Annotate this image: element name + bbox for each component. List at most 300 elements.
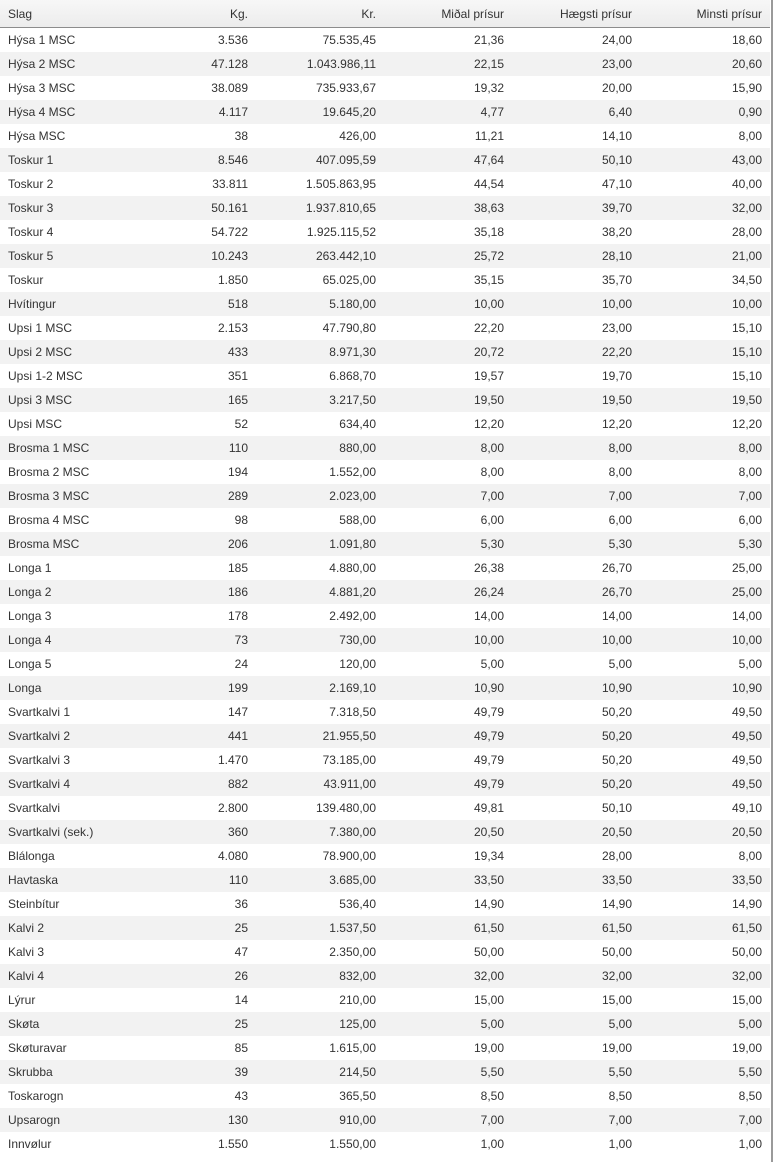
- cell-lowest-price: 7,00: [640, 1108, 770, 1132]
- cell-lowest-price: 10,00: [640, 628, 770, 652]
- cell-kg: 178: [227, 609, 248, 623]
- cell-kg: 50.161: [120, 196, 256, 220]
- table-row: [0, 604, 770, 628]
- cell-average-price: 10,00: [384, 292, 512, 316]
- cell-lowest-price: 8,00: [640, 436, 770, 460]
- cell-lowest-price: 33,50: [640, 868, 770, 892]
- table-row: [0, 676, 770, 700]
- table-row: [0, 724, 770, 748]
- cell-lowest-price: 50,00: [731, 945, 762, 959]
- cell-kr: 426,00: [339, 129, 376, 143]
- cell-highest-price: 20,00: [601, 81, 632, 95]
- cell-kg: 130: [120, 1108, 256, 1132]
- cell-kr: 263.442,10: [256, 244, 384, 268]
- cell-average-price: 8,50: [480, 1089, 504, 1103]
- cell-lowest-price: 25,00: [640, 580, 770, 604]
- table-row: [0, 1060, 770, 1084]
- cell-lowest-price: 6,00: [738, 513, 762, 527]
- cell-lowest-price: 49,10: [731, 801, 762, 815]
- cell-highest-price: 7,00: [512, 484, 640, 508]
- cell-slag: Havtaska: [0, 868, 120, 892]
- cell-slag: Hýsa 2 MSC: [0, 52, 120, 76]
- cell-lowest-price: 28,00: [731, 225, 762, 239]
- cell-average-price: 35,15: [473, 273, 504, 287]
- cell-slag: Brosma 1 MSC: [0, 436, 120, 460]
- cell-kg: 47: [234, 945, 248, 959]
- table-row: [0, 1108, 770, 1132]
- cell-highest-price: 50,00: [601, 945, 632, 959]
- table-row: [0, 460, 770, 484]
- cell-average-price: 61,50: [384, 916, 512, 940]
- cell-kg: 199: [120, 676, 256, 700]
- cell-slag: Hýsa 4 MSC: [0, 100, 120, 124]
- cell-kg: 52: [234, 417, 248, 431]
- cell-average-price: 5,50: [384, 1060, 512, 1084]
- cell-lowest-price: 8,00: [738, 849, 762, 863]
- cell-average-price: 8,00: [384, 436, 512, 460]
- cell-lowest-price: 12,20: [731, 417, 762, 431]
- table-row: [0, 1132, 770, 1156]
- cell-kr: 1.925.115,52: [306, 225, 376, 239]
- table-row: [0, 580, 770, 604]
- cell-kr: 78.900,00: [322, 849, 376, 863]
- cell-lowest-price: 21,00: [640, 244, 770, 268]
- cell-slag: Skøturavar: [8, 1041, 67, 1055]
- cell-kr: 536,40: [339, 897, 376, 911]
- table-row: [0, 964, 770, 988]
- cell-slag: Upsi 1-2 MSC: [8, 369, 83, 383]
- cell-kr: 1.937.810,65: [256, 196, 384, 220]
- table-row: [0, 1012, 770, 1036]
- table-row: [0, 484, 770, 508]
- cell-average-price: 4,77: [384, 100, 512, 124]
- cell-highest-price: 50,20: [601, 705, 632, 719]
- cell-kg: 54.722: [211, 225, 248, 239]
- table-row: [0, 820, 770, 844]
- cell-highest-price: 8,50: [608, 1089, 632, 1103]
- table-body: [0, 28, 770, 1157]
- cell-kr: 210,00: [339, 993, 376, 1007]
- cell-kr: 139.480,00: [315, 801, 376, 815]
- cell-average-price: 19,32: [473, 81, 504, 95]
- cell-kg: 110: [120, 436, 256, 460]
- cell-slag: Brosma 2 MSC: [8, 465, 90, 479]
- table-row: [0, 508, 770, 532]
- cell-slag: Kalvi 2: [0, 916, 120, 940]
- cell-kr: 1.615,00: [329, 1041, 376, 1055]
- cell-average-price: 49,79: [384, 772, 512, 796]
- cell-average-price: 1,00: [480, 1137, 504, 1151]
- cell-average-price: 49,79: [473, 705, 504, 719]
- cell-kg: 360: [120, 820, 256, 844]
- table-row: [0, 700, 770, 724]
- cell-highest-price: 5,30: [512, 532, 640, 556]
- table-row: [0, 916, 770, 940]
- cell-highest-price: 20,50: [512, 820, 640, 844]
- cell-highest-price: 32,00: [512, 964, 640, 988]
- cell-kg: 165: [120, 388, 256, 412]
- cell-kg: 194: [227, 465, 248, 479]
- cell-highest-price: 14,00: [601, 609, 632, 623]
- right-border-divider: [771, 0, 773, 1162]
- cell-slag: Toskarogn: [8, 1089, 64, 1103]
- cell-highest-price: 14,90: [601, 897, 632, 911]
- cell-highest-price: 38,20: [601, 225, 632, 239]
- cell-highest-price: 8,00: [608, 465, 632, 479]
- cell-lowest-price: 10,00: [640, 292, 770, 316]
- cell-lowest-price: 10,90: [640, 676, 770, 700]
- table-header: [0, 0, 770, 28]
- cell-kr: 735.933,67: [315, 81, 376, 95]
- cell-highest-price: 1,00: [608, 1137, 632, 1151]
- cell-highest-price: 33,50: [512, 868, 640, 892]
- cell-lowest-price: 61,50: [640, 916, 770, 940]
- cell-highest-price: 10,00: [512, 292, 640, 316]
- table-row: [0, 388, 770, 412]
- cell-kg: 433: [120, 340, 256, 364]
- cell-slag: Toskur 2: [8, 177, 54, 191]
- cell-highest-price: 6,00: [608, 513, 632, 527]
- cell-kg: 25: [120, 1012, 256, 1036]
- cell-lowest-price: 49,50: [640, 724, 770, 748]
- cell-slag: Svartkalvi 2: [0, 724, 120, 748]
- cell-average-price: 19,00: [473, 1041, 504, 1055]
- cell-highest-price: 50,20: [512, 724, 640, 748]
- cell-kg: 206: [120, 532, 256, 556]
- cell-lowest-price: 0,90: [640, 100, 770, 124]
- cell-slag: Longa 2: [0, 580, 120, 604]
- cell-average-price: 26,38: [473, 561, 504, 575]
- cell-kr: 4.881,20: [256, 580, 384, 604]
- cell-slag: Skrubba: [0, 1060, 120, 1084]
- cell-kg: 289: [120, 484, 256, 508]
- column-header-slag[interactable]: Slag: [0, 0, 120, 28]
- cell-kr: 4.880,00: [329, 561, 376, 575]
- cell-kr: 7.318,50: [329, 705, 376, 719]
- cell-lowest-price: 20,60: [640, 52, 770, 76]
- cell-kr: 730,00: [256, 628, 384, 652]
- cell-kg: 110: [120, 868, 256, 892]
- cell-average-price: 15,00: [473, 993, 504, 1007]
- cell-average-price: 49,79: [473, 753, 504, 767]
- cell-average-price: 20,50: [384, 820, 512, 844]
- cell-slag: Brosma 4 MSC: [8, 513, 90, 527]
- cell-kr: 214,50: [256, 1060, 384, 1084]
- cell-kg: 38.089: [211, 81, 248, 95]
- table-row: [0, 148, 770, 172]
- table-row: [0, 292, 770, 316]
- cell-kr: 3.685,00: [256, 868, 384, 892]
- cell-lowest-price: 5,00: [738, 657, 762, 671]
- cell-kr: 407.095,59: [256, 148, 384, 172]
- cell-kg: 98: [234, 513, 248, 527]
- table-row: [0, 940, 770, 964]
- cell-average-price: 12,20: [473, 417, 504, 431]
- cell-kg: 185: [227, 561, 248, 575]
- table-row: [0, 172, 770, 196]
- cell-kg: 1.850: [217, 273, 248, 287]
- cell-average-price: 22,20: [473, 321, 504, 335]
- cell-highest-price: 61,50: [512, 916, 640, 940]
- table-row: [0, 364, 770, 388]
- cell-kr: 1.552,00: [329, 465, 376, 479]
- cell-lowest-price: 32,00: [640, 196, 770, 220]
- cell-kr: 1.043.986,11: [256, 52, 384, 76]
- cell-kg: 10.243: [120, 244, 256, 268]
- cell-highest-price: 7,00: [512, 1108, 640, 1132]
- cell-kg: 24: [234, 657, 248, 671]
- cell-lowest-price: 5,00: [640, 1012, 770, 1036]
- cell-average-price: 7,00: [384, 484, 512, 508]
- cell-kr: 73.185,00: [322, 753, 376, 767]
- cell-kr: 3.217,50: [256, 388, 384, 412]
- cell-average-price: 25,72: [384, 244, 512, 268]
- cell-kr: 65.025,00: [322, 273, 376, 287]
- table-row: [0, 796, 770, 820]
- cell-highest-price: 19,50: [512, 388, 640, 412]
- cell-lowest-price: 40,00: [731, 177, 762, 191]
- table-row: [0, 196, 770, 220]
- cell-lowest-price: 14,90: [731, 897, 762, 911]
- cell-highest-price: 15,00: [601, 993, 632, 1007]
- cell-average-price: 10,00: [384, 628, 512, 652]
- cell-highest-price: 19,70: [601, 369, 632, 383]
- cell-slag: Kalvi 3: [8, 945, 45, 959]
- cell-highest-price: 19,00: [601, 1041, 632, 1055]
- cell-kr: 47.790,80: [322, 321, 376, 335]
- cell-slag: Longa 3: [8, 609, 52, 623]
- cell-kr: 6.868,70: [329, 369, 376, 383]
- cell-lowest-price: 19,50: [640, 388, 770, 412]
- cell-kr: 8.971,30: [256, 340, 384, 364]
- table-row: [0, 532, 770, 556]
- column-header-kg[interactable]: Kg.: [120, 0, 256, 28]
- cell-slag: Upsi 3 MSC: [0, 388, 120, 412]
- table-row: [0, 844, 770, 868]
- cell-kg: 14: [234, 993, 248, 1007]
- cell-average-price: 26,24: [384, 580, 512, 604]
- cell-slag: Brosma MSC: [0, 532, 120, 556]
- cell-slag: Hvítingur: [0, 292, 120, 316]
- table-row: [0, 340, 770, 364]
- table-row: [0, 244, 770, 268]
- cell-kr: 21.955,50: [256, 724, 384, 748]
- cell-slag: Upsarogn: [0, 1108, 120, 1132]
- cell-average-price: 14,00: [473, 609, 504, 623]
- cell-lowest-price: 15,10: [731, 321, 762, 335]
- cell-lowest-price: 19,00: [731, 1041, 762, 1055]
- cell-slag: Svartkalvi 4: [0, 772, 120, 796]
- column-header-lowest-price[interactable]: Minsti prísur: [640, 0, 770, 28]
- cell-highest-price: 47,10: [601, 177, 632, 191]
- cell-lowest-price: 15,00: [731, 993, 762, 1007]
- cell-highest-price: 23,00: [601, 321, 632, 335]
- cell-lowest-price: 34,50: [731, 273, 762, 287]
- cell-kg: 39: [120, 1060, 256, 1084]
- table-row: [0, 652, 770, 676]
- cell-kg: 4.117: [120, 100, 256, 124]
- cell-lowest-price: 8,50: [738, 1089, 762, 1103]
- cell-kr: 2.350,00: [329, 945, 376, 959]
- cell-average-price: 35,18: [473, 225, 504, 239]
- cell-highest-price: 22,20: [512, 340, 640, 364]
- cell-kg: 47.128: [120, 52, 256, 76]
- cell-slag: Lýrur: [8, 993, 36, 1007]
- cell-kr: 75.535,45: [322, 33, 376, 47]
- cell-slag: Steinbítur: [8, 897, 60, 911]
- cell-lowest-price: 15,90: [731, 81, 762, 95]
- cell-slag: Toskur: [8, 273, 44, 287]
- cell-kr: 880,00: [256, 436, 384, 460]
- cell-slag: Longa 4: [0, 628, 120, 652]
- cell-average-price: 19,50: [384, 388, 512, 412]
- cell-lowest-price: 15,10: [640, 340, 770, 364]
- cell-slag: Brosma 3 MSC: [0, 484, 120, 508]
- cell-average-price: 14,90: [473, 897, 504, 911]
- cell-slag: Toskur 1: [0, 148, 120, 172]
- cell-slag: Hýsa MSC: [8, 129, 66, 143]
- cell-average-price: 50,00: [473, 945, 504, 959]
- table-row: [0, 1084, 770, 1108]
- cell-slag: Svartkalvi 1: [8, 705, 71, 719]
- cell-kg: 73: [120, 628, 256, 652]
- cell-slag: Skøta: [0, 1012, 120, 1036]
- cell-kr: 2.023,00: [256, 484, 384, 508]
- cell-kr: 1.550,00: [329, 1137, 376, 1151]
- cell-lowest-price: 20,50: [640, 820, 770, 844]
- cell-lowest-price: 43,00: [640, 148, 770, 172]
- cell-kr: 7.380,00: [256, 820, 384, 844]
- cell-lowest-price: 8,00: [738, 129, 762, 143]
- table-row: [0, 316, 770, 340]
- cell-kr: 832,00: [256, 964, 384, 988]
- cell-kr: 120,00: [339, 657, 376, 671]
- cell-slag: Upsi 1 MSC: [8, 321, 73, 335]
- cell-slag: Hýsa 1 MSC: [8, 33, 76, 47]
- cell-highest-price: 5,00: [608, 657, 632, 671]
- cell-lowest-price: 8,00: [738, 465, 762, 479]
- table-row: [0, 124, 770, 148]
- cell-kg: 882: [120, 772, 256, 796]
- cell-lowest-price: 49,50: [640, 772, 770, 796]
- cell-average-price: 10,90: [384, 676, 512, 700]
- cell-average-price: 20,72: [384, 340, 512, 364]
- cell-kg: 43: [234, 1089, 248, 1103]
- cell-slag: Blálonga: [8, 849, 55, 863]
- cell-slag: Kalvi 4: [0, 964, 120, 988]
- column-header-average-price[interactable]: Miðal prísur: [384, 0, 512, 28]
- table-row: [0, 436, 770, 460]
- cell-average-price: 32,00: [384, 964, 512, 988]
- cell-lowest-price: 5,50: [640, 1060, 770, 1084]
- cell-average-price: 7,00: [384, 1108, 512, 1132]
- table-row: [0, 628, 770, 652]
- cell-kg: 147: [227, 705, 248, 719]
- cell-average-price: 44,54: [473, 177, 504, 191]
- cell-kg: 3.536: [217, 33, 248, 47]
- cell-kg: 85: [234, 1041, 248, 1055]
- cell-kg: 25: [120, 916, 256, 940]
- cell-slag: Hýsa 3 MSC: [8, 81, 76, 95]
- cell-highest-price: 28,10: [512, 244, 640, 268]
- cell-slag: Longa: [0, 676, 120, 700]
- table-row: [0, 52, 770, 76]
- cell-kg: 186: [120, 580, 256, 604]
- cell-kg: 36: [234, 897, 248, 911]
- header-row: [0, 0, 770, 28]
- table-row: [0, 1036, 770, 1060]
- table-row: [0, 412, 770, 436]
- table-row: [0, 268, 770, 292]
- cell-kg: 1.550: [217, 1137, 248, 1151]
- cell-highest-price: 50,20: [512, 772, 640, 796]
- cell-slag: Longa 1: [8, 561, 52, 575]
- cell-average-price: 38,63: [384, 196, 512, 220]
- table-row: [0, 988, 770, 1012]
- column-header-kr[interactable]: Kr.: [256, 0, 384, 28]
- cell-highest-price: 5,00: [512, 1012, 640, 1036]
- column-header-highest-price[interactable]: Hægsti prísur: [512, 0, 640, 28]
- cell-lowest-price: 49,50: [731, 705, 762, 719]
- cell-average-price: 5,30: [384, 532, 512, 556]
- cell-kr: 5.180,00: [256, 292, 384, 316]
- cell-highest-price: 28,00: [601, 849, 632, 863]
- cell-highest-price: 50,10: [512, 148, 640, 172]
- table-row: [0, 892, 770, 916]
- table-row: [0, 28, 770, 53]
- cell-average-price: 19,57: [473, 369, 504, 383]
- cell-kr: 43.911,00: [256, 772, 384, 796]
- cell-kg: 351: [227, 369, 248, 383]
- table-row: [0, 556, 770, 580]
- cell-highest-price: 12,20: [601, 417, 632, 431]
- cell-highest-price: 5,50: [512, 1060, 640, 1084]
- cell-highest-price: 10,00: [512, 628, 640, 652]
- cell-lowest-price: 1,00: [738, 1137, 762, 1151]
- cell-highest-price: 50,20: [601, 753, 632, 767]
- table-row: [0, 868, 770, 892]
- cell-slag: Svartkalvi: [8, 801, 61, 815]
- cell-kg: 26: [120, 964, 256, 988]
- cell-slag: Toskur 4: [8, 225, 54, 239]
- cell-kg: 38: [234, 129, 248, 143]
- cell-kr: 910,00: [256, 1108, 384, 1132]
- cell-lowest-price: 5,30: [640, 532, 770, 556]
- cell-highest-price: 6,40: [512, 100, 640, 124]
- cell-slag: Upsi MSC: [8, 417, 63, 431]
- cell-average-price: 8,00: [480, 465, 504, 479]
- cell-kg: 8.546: [120, 148, 256, 172]
- cell-lowest-price: 15,10: [731, 369, 762, 383]
- cell-average-price: 33,50: [384, 868, 512, 892]
- table-row: [0, 772, 770, 796]
- cell-highest-price: 14,10: [601, 129, 632, 143]
- cell-kr: 125,00: [256, 1012, 384, 1036]
- cell-kr: 19.645,20: [256, 100, 384, 124]
- cell-kr: 1.537,50: [256, 916, 384, 940]
- cell-kr: 634,40: [339, 417, 376, 431]
- cell-average-price: 22,15: [384, 52, 512, 76]
- cell-highest-price: 23,00: [512, 52, 640, 76]
- cell-kg: 2.153: [217, 321, 248, 335]
- table-row: [0, 220, 770, 244]
- cell-slag: Svartkalvi 3: [8, 753, 71, 767]
- cell-kg: 441: [120, 724, 256, 748]
- cell-highest-price: 26,70: [512, 580, 640, 604]
- cell-average-price: 19,34: [473, 849, 504, 863]
- cell-slag: Innvølur: [8, 1137, 52, 1151]
- cell-kg: 518: [120, 292, 256, 316]
